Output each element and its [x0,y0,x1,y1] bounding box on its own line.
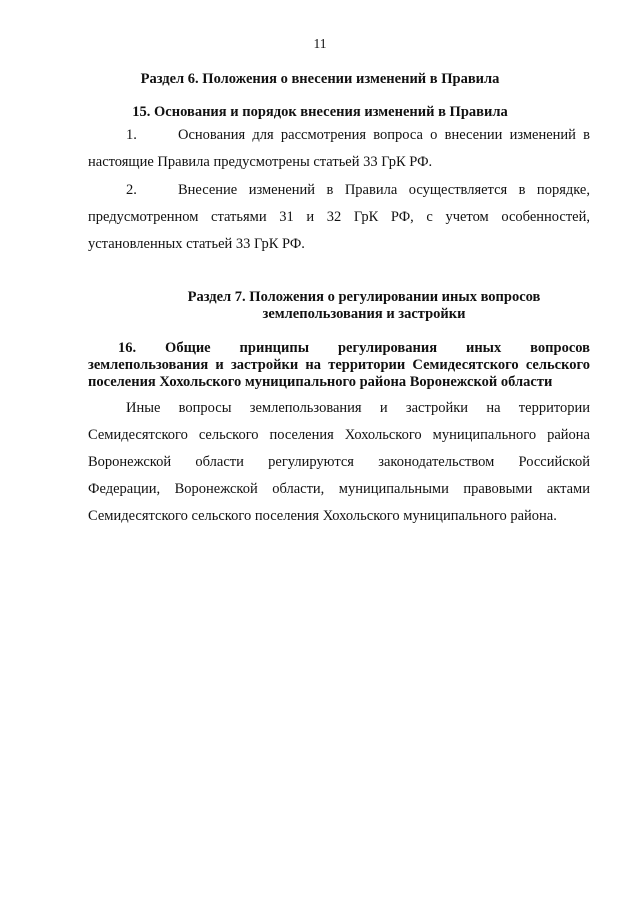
body-line-2: Семидесятского сельского поселения Хохольского муниципального района [88,427,590,443]
item-1-line-2: настоящие Правила предусмотрены статьей 33 ГрК РФ. [88,154,433,170]
page-number: 11 [313,36,327,51]
item-2-line-3: установленных статьей 33 ГрК РФ. [88,236,305,252]
item-2-line-2: предусмотренном статьями 31 и 32 ГрК РФ, с учетом особенностей, [88,209,590,225]
body-line-3: Воронежской области регулируются законодательством Российской [88,454,590,470]
item-1-number: 1. [126,127,137,143]
body-line-1: Иные вопросы землепользования и застройки на территории [126,400,590,416]
item-2-number: 2. [126,182,137,198]
subsection-16-title [88,340,590,391]
subsection-15-title: 15. Основания и порядок внесения изменений в Правила [132,104,508,120]
subsection-16-title-line-2: землепользования и застройки на территории Семидесятского сельского [88,357,590,373]
section-7-body-paragraph [88,395,590,530]
section-7-title-line-2: землепользования и застройки [262,306,466,322]
item-1-paragraph [88,122,590,176]
item-2-line-1: 2. Внесение изменений в Правила осуществляется в порядке, [88,177,590,204]
subsection-16-title-line-1: 16. Общие принципы регулирования иных вопросов [118,340,590,356]
item-2-paragraph [88,177,590,258]
section-6-title: Раздел 6. Положения о внесении изменений в Правила [140,71,500,87]
body-line-5: Семидесятского сельского поселения Хохольского муниципального района. [88,508,557,524]
section-7-title-line-1: Раздел 7. Положения о регулировании иных вопросов [187,289,541,305]
body-line-4: Федерации, Воронежской области, муниципальными правовыми актами [88,481,590,497]
subsection-16-title-line-3: поселения Хохольского муниципального района Воронежской области [88,374,553,390]
item-1-line-1: 1. Основания для рассмотрения вопроса о внесении изменений в [88,122,590,149]
